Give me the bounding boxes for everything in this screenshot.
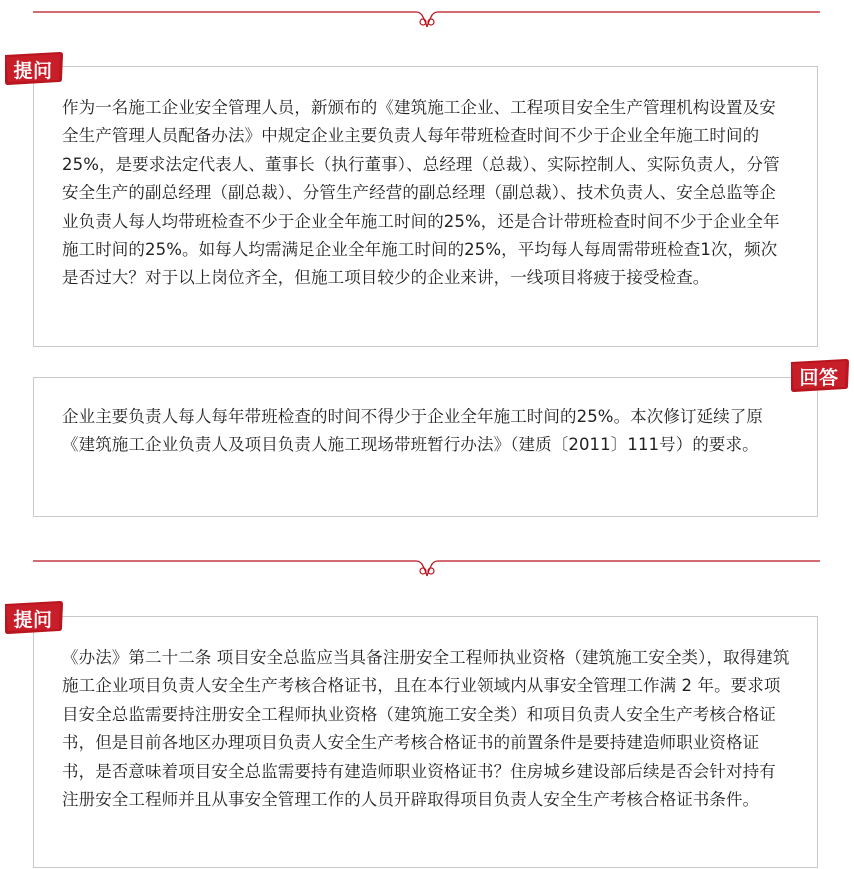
answer-text-1: 企业主要负责人每人每年带班检查的时间不得少于企业全年施工时间的25%。本次修订延续了原《建筑施工企业负责人及项目负责人施工现场带班暂行办法》（建质〔2011〕111号）的要求。	[62, 407, 763, 455]
answer-tag-label-1: 回答	[799, 366, 839, 389]
question-tag-label-2: 提问	[13, 608, 53, 631]
answer-card-1	[33, 377, 818, 517]
question-card-2	[33, 616, 818, 868]
question-card-1	[33, 66, 818, 347]
question-text-1: 作为一名施工企业安全管理人员，新颁布的《建筑施工企业、工程项目安全生产管理机构设置及安全生产管理人员配备办法》中规定企业主要负责人每年带班检查时间不少于企业全年施工时间的25%，是要求法定代表人、董事长（执行董事）、总经理（总裁）、实际控制人、实际负责人，分管安全生产的副总经理（副总裁）、分管生产经营的副总经理（副总裁）、技术负责人、安全总监等企业负责人每人均带班检查不少于企业全年施工时间的25%，还是合计带班检查时间不少于企业全年施工时间的25%。如每人均需满足企业全年施工时间的25%，平均每人每周需带班检查1次，频次是否过大？对于以上岗位齐全，但施工项目较少的企业来讲，一线项目将疲于接受检查。	[62, 98, 780, 288]
section-divider-top	[33, 0, 820, 30]
answer-tag-1	[788, 358, 850, 392]
question-text-2: 《办法》第二十二条 项目安全总监应当具备注册安全工程师执业资格（建筑施工安全类），取得建筑施工企业项目负责人安全生产考核合格证书，且在本行业领域内从事安全管理工作满 2 年。要求项目安全总监需要持注册安全工程师执业资格（建筑施工安全类）和项目负责人安全生产考核合格证书，但是目前各地区办理项目负责人安全生产考核合格证书的前置条件是要持建造师职业资格证书，是否意味着项目安全总监需要持有建造师职业资格证书？住房城乡建设部后续是否会针对持有注册安全工程师并且从事安全管理工作的人员开辟取得项目负责人安全生产考核合格证书条件。	[62, 648, 790, 810]
question-tag-1	[2, 51, 64, 85]
question-tag-label-1: 提问	[13, 59, 53, 82]
question-tag-2	[2, 600, 64, 634]
section-divider-middle	[33, 549, 820, 579]
